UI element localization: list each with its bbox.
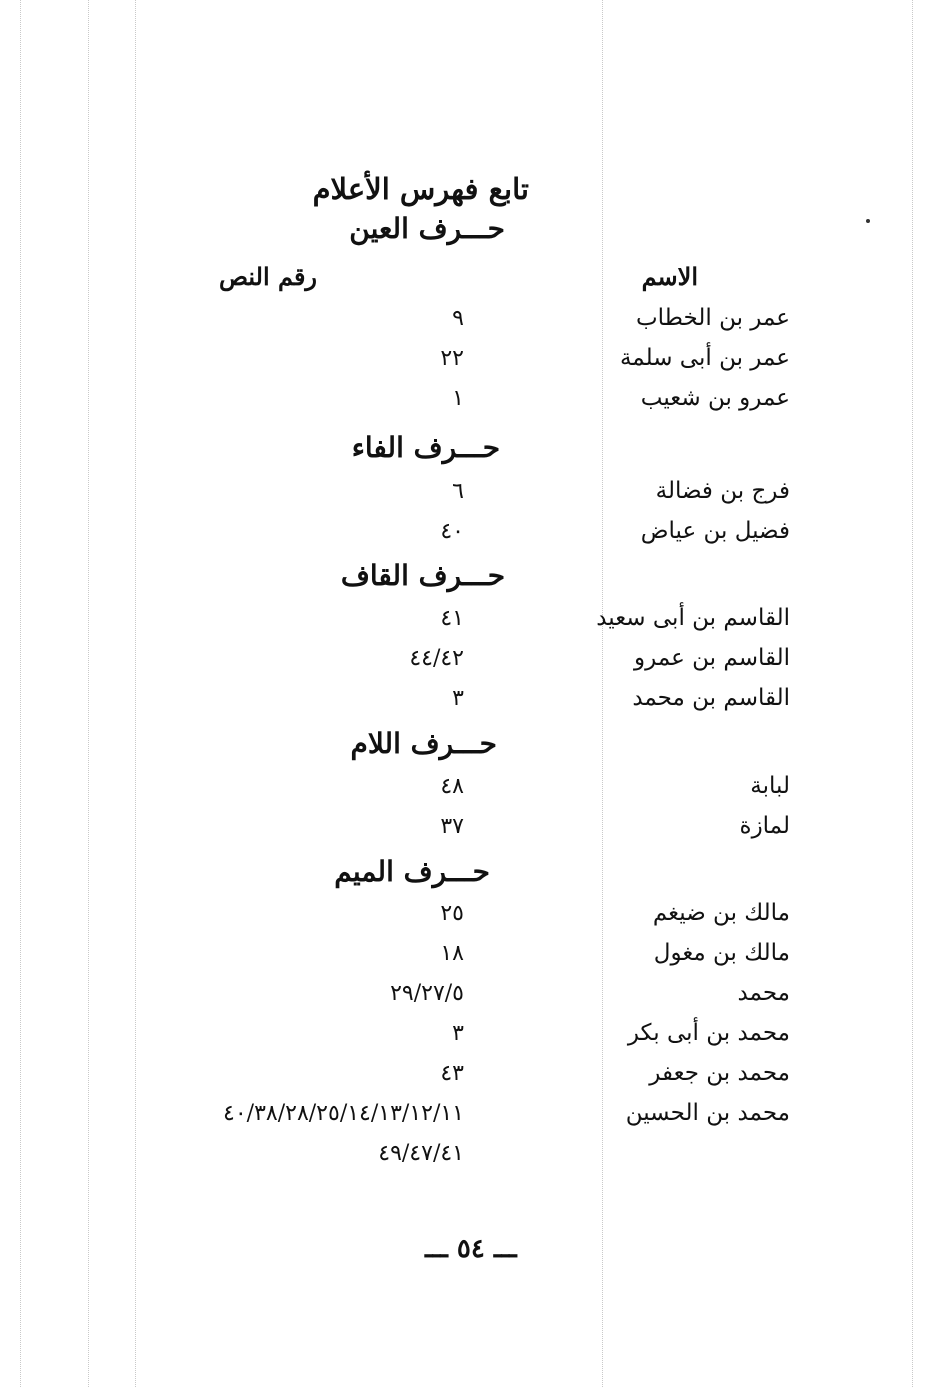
entry-number: ٤٨ — [440, 774, 464, 799]
column-header-number: رقم النص — [218, 262, 317, 291]
entry-name: لمازة — [739, 813, 790, 839]
entry-number-continuation: ٤٩/٤٧/٤١ — [378, 1141, 464, 1166]
entry-name: لبابة — [750, 773, 790, 799]
margin-rule — [88, 0, 89, 1387]
entry-number: ٢٥ — [440, 901, 464, 926]
entry-number: ٣٧ — [440, 814, 464, 839]
entry-name: محمد — [737, 980, 790, 1006]
section-heading-qaf: حـــرف القاف — [340, 559, 505, 592]
entry-number: ٤١ — [440, 606, 464, 631]
page-title: تابع فهرس الأعلام — [312, 172, 529, 206]
entry-number: ٤٣ — [440, 1061, 464, 1086]
entry-name: فضيل بن عياض — [640, 518, 790, 544]
entry-name: محمد بن جعفر — [649, 1060, 790, 1086]
entry-number: ٤٠/٣٨/٢٨/٢٥/١٤/١٣/١٢/١١ — [223, 1101, 464, 1126]
scan-speck — [866, 219, 870, 223]
entry-name: عمر بن الخطاب — [635, 305, 790, 331]
entry-name: القاسم بن محمد — [632, 685, 790, 711]
page-number: ـــ ٥٤ ـــ — [425, 1234, 517, 1264]
entry-number: ١ — [452, 386, 464, 411]
entry-name: عمر بن أبى سلمة — [619, 345, 790, 371]
entry-name: محمد بن أبى بكر — [627, 1020, 790, 1046]
section-heading-ain: حـــرف العين — [349, 212, 505, 245]
section-heading-lam: حـــرف اللام — [350, 727, 497, 760]
entry-number: ٣ — [452, 1021, 464, 1046]
entry-number: ٣ — [452, 686, 464, 711]
entry-name: مالك بن ضيغم — [652, 900, 790, 926]
entry-name: القاسم بن أبى سعيد — [596, 605, 790, 631]
entry-number: ٦ — [452, 479, 464, 504]
section-heading-mim: حـــرف الميم — [334, 855, 490, 888]
entry-number: ٤٤/٤٢ — [409, 646, 464, 671]
entry-number: ٩ — [452, 306, 464, 331]
margin-rule — [135, 0, 136, 1387]
entry-name: عمرو بن شعيب — [640, 385, 790, 411]
entry-name: محمد بن الحسين — [625, 1100, 790, 1126]
column-header-name: الاسم — [641, 262, 698, 291]
entry-number: ٢٢ — [440, 346, 464, 371]
entry-number: ١٨ — [440, 941, 464, 966]
entry-number: ٢٩/٢٧/٥ — [390, 981, 464, 1006]
entry-name: فرج بن فضالة — [655, 478, 790, 504]
column-rule — [602, 0, 603, 1387]
entry-name: مالك بن مغول — [653, 940, 790, 966]
margin-rule — [20, 0, 21, 1387]
margin-rule — [912, 0, 913, 1387]
section-heading-fa: حـــرف الفاء — [351, 431, 500, 464]
entry-number: ٤٠ — [440, 519, 464, 544]
entry-name: القاسم بن عمرو — [634, 645, 790, 671]
